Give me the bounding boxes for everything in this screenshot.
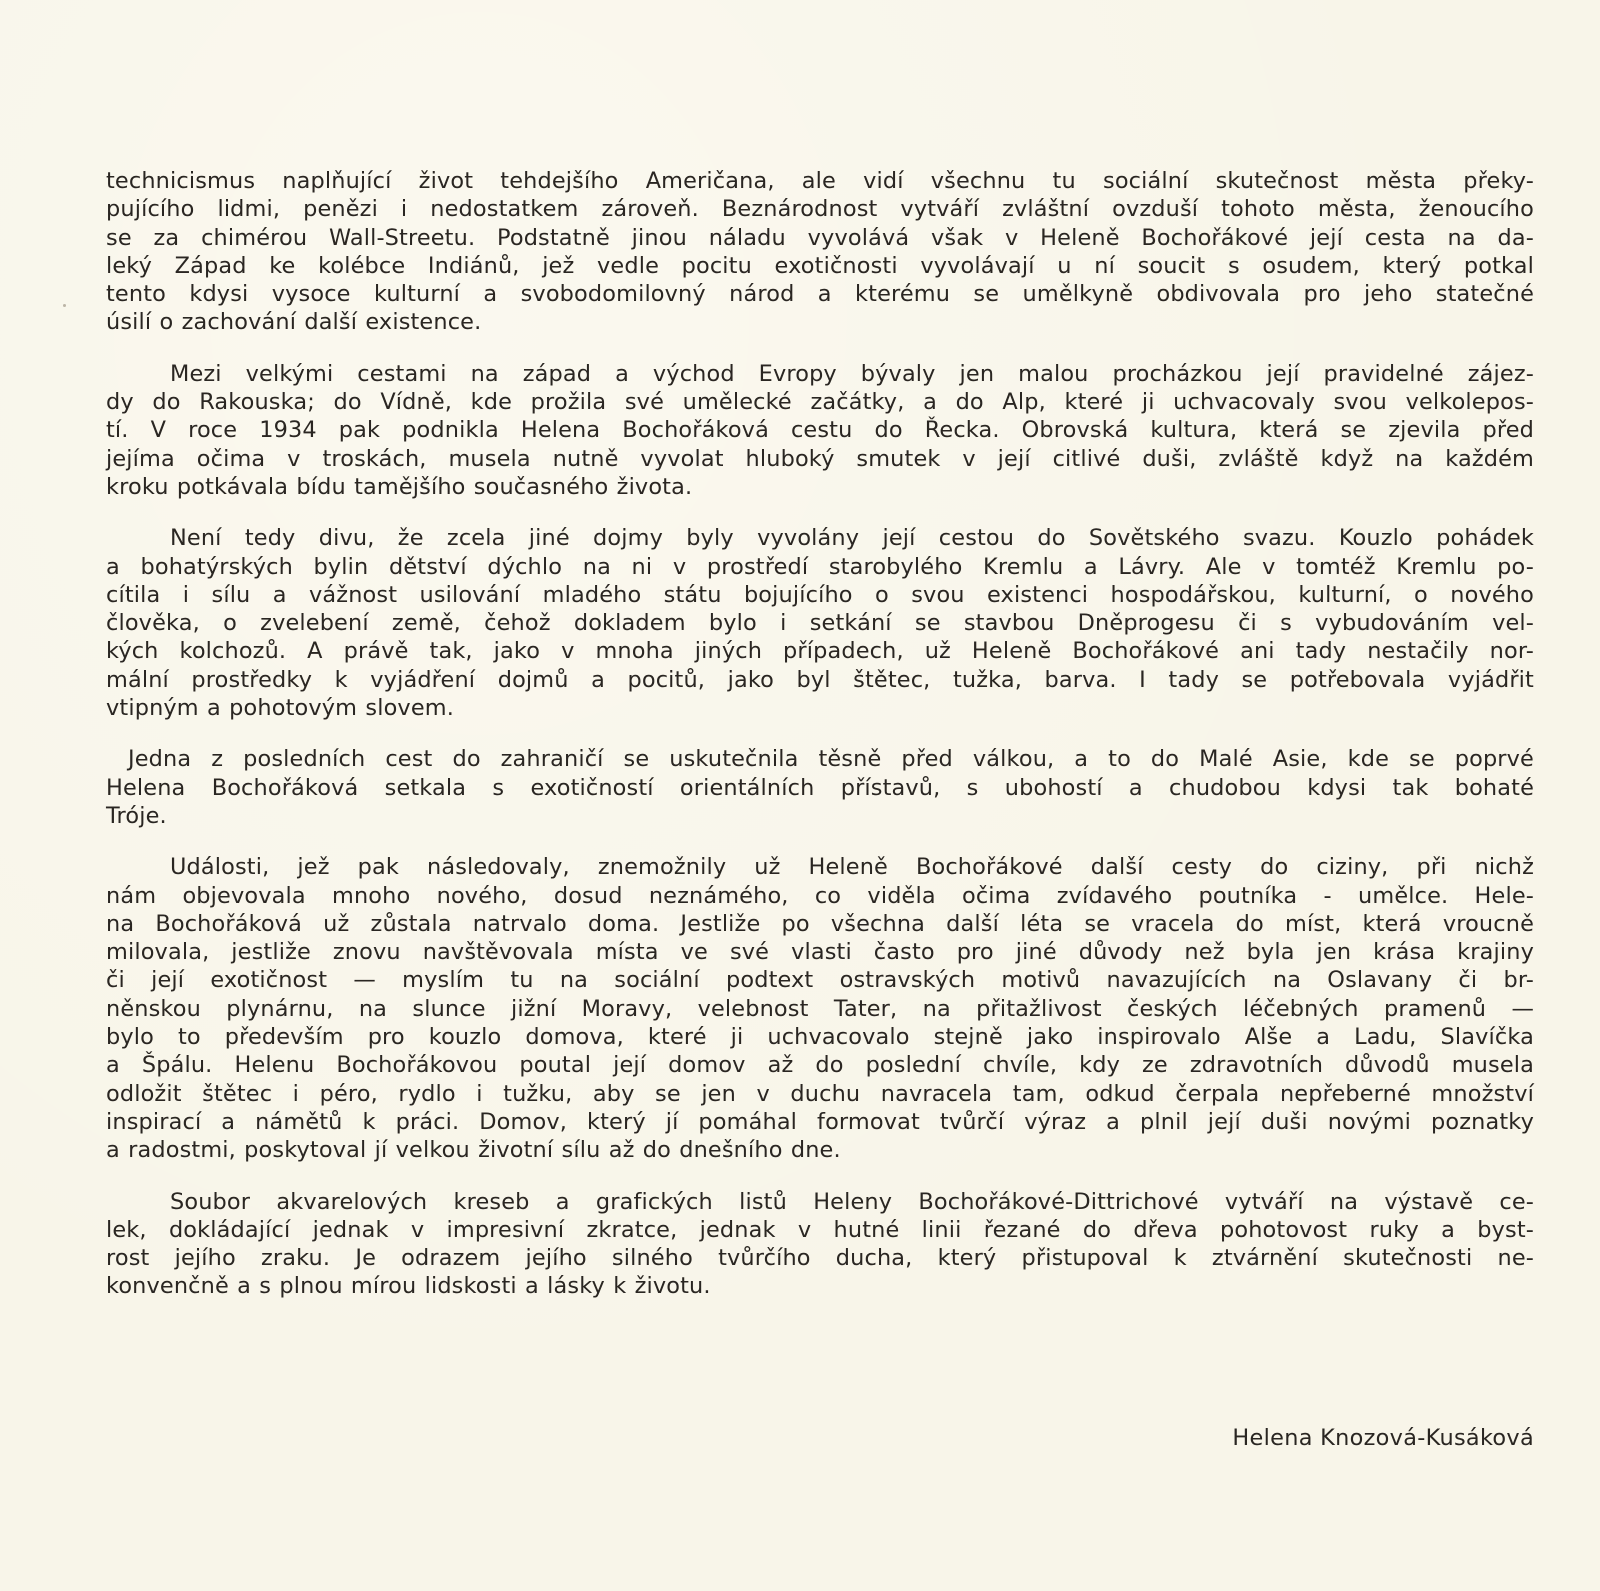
paragraph-4 <box>106 745 1534 830</box>
paragraph-5 <box>106 853 1534 1164</box>
text-line: Tróje. <box>106 802 167 829</box>
text-line: tento kdysi vysoce kulturní a svobodomilovný národ a kterému se umělkyně obdivovala pro jeho statečné <box>106 281 1534 308</box>
text-line: rost jejího zraku. Je odrazem jejího silného tvůrčího ducha, který přistupoval k ztvárnění skutečnosti ne- <box>106 1245 1534 1272</box>
text-line: a radostmi, poskytoval jí velkou životní sílu až do dnešního dne. <box>106 1137 841 1164</box>
text-line: odložit štětec i péro, rydlo i tužku, aby se jen v duchu navracela tam, odkud čerpala nepřeberné množství <box>106 1080 1534 1107</box>
text-line: lek, dokládající jednak v impresivní zkratce, jednak v hutné linii řezané do dřeva pohotovost ruky a byst- <box>106 1216 1534 1243</box>
paragraph-1 <box>106 167 1534 337</box>
text-line: a Špálu. Helenu Bochořákovou poutal její domov až do poslední chvíle, kdy ze zdravotních důvodů musela <box>106 1052 1534 1079</box>
text-line: Helena Bochořáková setkala s exotičností orientálních přístavů, s ubohostí a chudobou kdysi tak bohaté <box>106 774 1534 801</box>
text-line: milovala, jestliže znovu navštěvovala místa ve své vlasti často pro jiné důvody než byla jen krása krajiny <box>106 939 1534 966</box>
text-line: jejíma očima v troskách, musela nutně vyvolat hluboký smutek v její citlivé duši, zvláště když na každém <box>106 445 1534 472</box>
text-line: Jedna z posledních cest do zahraničí se uskutečnila těsně před válkou, a to do Malé Asie, kde se poprvé <box>128 746 1534 773</box>
text-line: vtipným a pohotovým slovem. <box>106 695 454 722</box>
text-line: technicismus naplňující život tehdejšího Američana, ale vidí všechnu tu sociální skutečnost města překy- <box>106 168 1534 194</box>
paragraph-2 <box>106 360 1534 501</box>
text-line: úsilí o zachování další existence. <box>106 309 482 336</box>
paragraph-3 <box>106 524 1534 722</box>
text-line: Není tedy divu, že zcela jiné dojmy byly vyvolány její cestou do Sovětského svazu. Kouzlo pohádek <box>170 525 1534 552</box>
paper-speck <box>63 304 66 307</box>
text-line: něnskou plynárnu, na slunce jižní Moravy, velebnost Tater, na přitažlivost českých léčebných pramenů — <box>106 995 1534 1022</box>
text-line: dy do Rakouska; do Vídně, kde prožila své umělecké začátky, a do Alp, které ji uchvacovaly svou velkolepos- <box>106 389 1534 416</box>
text-line: Události, jež pak následovaly, znemožnily už Heleně Bochořákové další cesty do ciziny, při nichž <box>170 854 1534 881</box>
text-line: kroku potkávala bídu tamějšího současného života. <box>106 473 693 500</box>
text-line: člověka, o zvelebení země, čehož dokladem bylo i setkání se stavbou Dněprogesu či s vybudováním vel- <box>106 610 1534 637</box>
text-line: leký Západ ke kolébce Indiánů, jež vedle pocitu exotičnosti vyvolávají u ní soucit s osudem, který potkal <box>106 252 1534 279</box>
text-line: mální prostředky k vyjádření dojmů a pocitů, jako byl štětec, tužka, barva. I tady se potřebovala vyjádřit <box>106 666 1534 693</box>
text-line: bylo to především pro kouzlo domova, které ji uchvacovalo stejně jako inspirovalo Alše a Ladu, Slavíčka <box>106 1024 1534 1051</box>
text-line: na Bochořáková už zůstala natrvalo doma. Jestliže po všechna další léta se vracela do míst, která vroucně <box>106 910 1534 937</box>
text-line: inspirací a námětů k práci. Domov, který jí pomáhal formovat tvůrčí výraz a plnil její duši novými poznatky <box>106 1108 1534 1135</box>
text-line: konvenčně a s plnou mírou lidskosti a lásky k životu. <box>106 1273 711 1300</box>
text-line: tí. V roce 1934 pak podnikla Helena Bochořáková cestu do Řecka. Obrovská kultura, která se zjevila před <box>106 417 1534 444</box>
text-line: pujícího lidmi, penězi i nedostatkem zároveň. Beznárodnost vytváří zvláštní ovzduší tohoto města, ženoucího <box>106 196 1534 223</box>
paragraph-6 <box>106 1188 1534 1301</box>
text-line: Mezi velkými cestami na západ a východ Evropy bývaly jen malou procházkou její pravidelné zájez- <box>170 360 1534 387</box>
text-line: či její exotičnost — myslím tu na sociální podtext ostravských motivů navazujících na Oslavany či br- <box>106 967 1534 994</box>
text-line: a bohatýrských bylin dětství dýchlo na ni v prostředí starobylého Kremlu a Lávry. Ale v tomtéž Kremlu po- <box>106 553 1534 580</box>
text-line: cítila i sílu a vážnost usilování mladého státu bojujícího o svou existenci hospodářskou, kulturní, o nového <box>106 581 1534 608</box>
body-text <box>106 167 1534 1301</box>
text-line: se za chimérou Wall-Streetu. Podstatně jinou náladu vyvolává však v Heleně Bochořákové její cesta na da- <box>106 224 1534 251</box>
text-line: Soubor akvarelových kreseb a grafických listů Heleny Bochořákové-Dittrichové vytváří na výstavě ce- <box>170 1188 1534 1215</box>
text-line: kých kolchozů. A právě tak, jako v mnoha jiných případech, už Heleně Bochořákové ani tady nestačily nor- <box>106 638 1534 665</box>
author-signature: Helena Knozová-Kusáková <box>1232 1425 1534 1451</box>
text-line: nám objevovala mnoho nového, dosud neznámého, co viděla očima zvídavého poutníka - umělce. Hele- <box>106 882 1534 909</box>
